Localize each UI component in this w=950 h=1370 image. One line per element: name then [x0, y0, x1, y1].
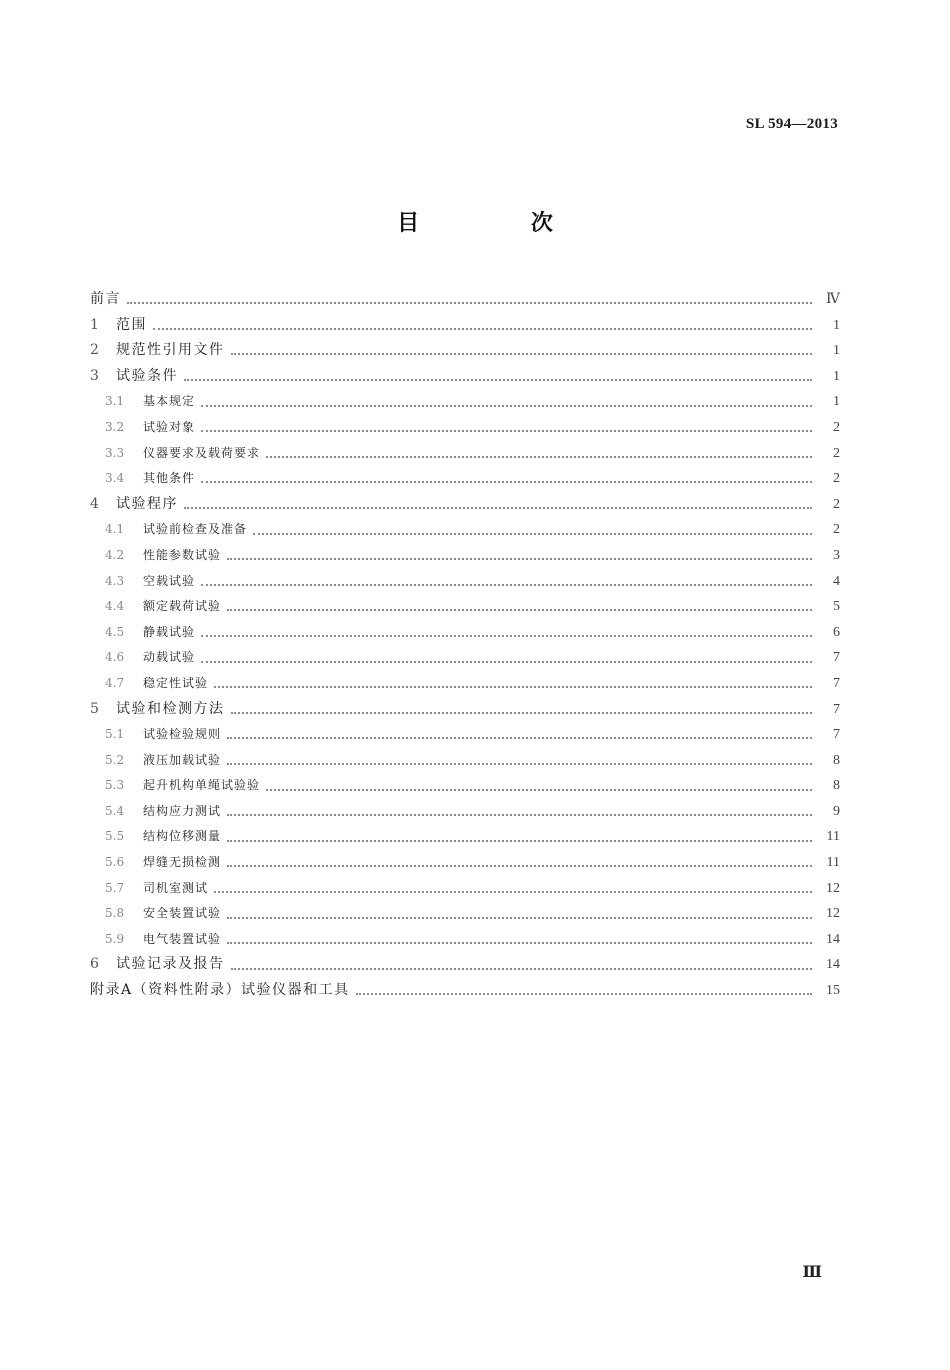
toc-entry-label: 司机室测试 — [143, 880, 209, 895]
dot-leader — [184, 506, 812, 509]
toc-entry-number: 4.1 — [105, 522, 125, 537]
toc-entry[interactable] — [90, 722, 840, 748]
dot-leader — [227, 864, 812, 867]
toc-entry[interactable] — [90, 671, 840, 697]
toc-entry-page: 5 — [833, 599, 840, 615]
toc-entry[interactable] — [90, 824, 840, 850]
toc-entry-number: 5.7 — [105, 880, 125, 895]
dot-leader — [356, 992, 812, 995]
toc-entry[interactable] — [90, 466, 840, 492]
toc-entry-number: 3.1 — [105, 394, 125, 409]
toc-entry[interactable] — [90, 645, 840, 671]
toc-entry-page: 8 — [833, 778, 840, 794]
dot-leader — [201, 660, 812, 663]
toc-entry-page: 7 — [833, 701, 840, 717]
toc-entry-page: 15 — [826, 983, 840, 999]
toc-entry-number: 4 — [90, 495, 99, 512]
dot-leader — [266, 788, 812, 791]
toc-entry-label: 试验程序 — [116, 495, 178, 512]
toc-entry[interactable] — [90, 492, 840, 518]
toc-entry-label: 仪器要求及载荷要求 — [143, 445, 261, 460]
toc-entry[interactable] — [90, 799, 840, 825]
toc-entry-label: 性能参数试验 — [143, 547, 222, 562]
dot-leader — [201, 634, 812, 637]
toc-entry-page: 1 — [833, 394, 840, 410]
dot-leader — [227, 916, 812, 919]
dot-leader — [227, 557, 812, 560]
toc-entry-number: 4.4 — [105, 599, 125, 614]
toc-entry-number: 1 — [90, 316, 99, 333]
dot-leader — [227, 762, 812, 765]
dot-leader — [214, 890, 812, 893]
toc-entry-number: 4.6 — [105, 650, 125, 665]
toc-entry-page: 9 — [833, 803, 840, 819]
toc-entry-label: 基本规定 — [143, 394, 196, 409]
toc-entry-number: 3.4 — [105, 471, 125, 486]
toc-entry-page: 11 — [826, 855, 840, 871]
toc-entry[interactable] — [90, 978, 840, 1004]
dot-leader — [227, 839, 812, 842]
dot-leader — [127, 301, 812, 304]
toc-entry-number: 4.3 — [105, 573, 125, 588]
dot-leader — [184, 378, 812, 381]
toc-entry-page: Ⅳ — [826, 292, 840, 307]
toc-entry[interactable] — [90, 850, 840, 876]
toc-entry-number: 4.7 — [105, 675, 125, 690]
toc-entry-number: 5.2 — [105, 752, 125, 767]
toc-entry[interactable] — [90, 287, 840, 313]
toc-entry-number: 5.6 — [105, 855, 125, 870]
toc-entry-number: 2 — [90, 342, 99, 359]
standard-code: SL 594—2013 — [745, 116, 838, 132]
toc-entry-page: 8 — [833, 752, 840, 768]
toc-entry[interactable] — [90, 952, 840, 978]
toc-entry-page: 12 — [826, 906, 840, 922]
toc-entry-label: 安全装置试验 — [143, 906, 222, 921]
toc-entry[interactable] — [90, 543, 840, 569]
dot-leader — [231, 711, 813, 714]
toc-entry-number: 5.4 — [105, 803, 125, 818]
toc-entry-label: 试验条件 — [116, 367, 178, 384]
toc-entry-label: 空载试验 — [143, 573, 196, 588]
toc-entry-page: 1 — [833, 343, 840, 359]
toc-entry-page: 11 — [826, 829, 840, 845]
toc-entry-page: 7 — [833, 727, 840, 743]
toc-entry-label: 液压加载试验 — [143, 752, 222, 767]
toc-entry-page: 2 — [833, 522, 840, 538]
dot-leader — [266, 455, 812, 458]
toc-entry-label: 试验对象 — [143, 419, 196, 434]
page-number: Ⅲ — [802, 1264, 822, 1281]
toc-entry[interactable] — [90, 594, 840, 620]
toc-entry-number: 5.1 — [105, 727, 125, 742]
toc-entry-number: 3 — [90, 367, 99, 384]
toc-entry-label: 附录A（资料性附录）试验仪器和工具 — [90, 982, 350, 999]
toc-entry[interactable] — [90, 748, 840, 774]
toc-entry-number: 6 — [90, 956, 99, 973]
toc-entry-page: 2 — [833, 471, 840, 487]
dot-leader — [227, 813, 812, 816]
toc-entry[interactable] — [90, 338, 840, 364]
dot-leader — [227, 608, 812, 611]
toc-entry[interactable] — [90, 569, 840, 595]
toc-entry-page: 7 — [833, 675, 840, 691]
toc-entry-page: 4 — [833, 573, 840, 589]
dot-leader — [153, 327, 812, 330]
toc-entry[interactable] — [90, 517, 840, 543]
toc-entry-label: 稳定性试验 — [143, 675, 209, 690]
toc-entry-page: 3 — [833, 547, 840, 563]
toc-entry-page: 6 — [833, 624, 840, 640]
toc-entry-page: 12 — [826, 880, 840, 896]
toc-entry-label: 规范性引用文件 — [116, 342, 225, 359]
toc-entry-label: 试验记录及报告 — [116, 956, 225, 973]
toc-entry[interactable] — [90, 313, 840, 339]
dot-leader — [201, 404, 812, 407]
toc-entry-number: 5 — [90, 700, 99, 717]
toc-entry-page: 14 — [826, 931, 840, 947]
toc-entry-label: 前言 — [90, 291, 121, 307]
dot-leader — [231, 352, 813, 355]
toc-entry[interactable] — [90, 773, 840, 799]
toc-entry-number: 3.3 — [105, 445, 125, 460]
toc-entry-label: 电气装置试验 — [143, 931, 222, 946]
dot-leader — [201, 583, 812, 586]
toc-entry-number: 5.8 — [105, 906, 125, 921]
toc-entry-label: 静载试验 — [143, 624, 196, 639]
toc-entry-page: 1 — [833, 368, 840, 384]
toc-entry-label: 范围 — [116, 316, 147, 333]
toc-entry-page: 2 — [833, 419, 840, 435]
toc-entry[interactable] — [90, 901, 840, 927]
toc-entry[interactable] — [90, 415, 840, 441]
dot-leader — [201, 429, 812, 432]
toc-entry-label: 结构位移测量 — [143, 829, 222, 844]
toc-entry-number: 5.9 — [105, 931, 125, 946]
toc-entry-label: 试验前检查及准备 — [143, 522, 248, 537]
toc-entry-number: 5.3 — [105, 778, 125, 793]
toc-entry[interactable] — [90, 876, 840, 902]
toc-entry[interactable] — [90, 364, 840, 390]
toc-entry-number: 5.5 — [105, 829, 125, 844]
toc-entry-label: 动载试验 — [143, 650, 196, 665]
toc-title: 目 次 — [397, 211, 605, 236]
toc-entry[interactable] — [90, 697, 840, 723]
toc-entry[interactable] — [90, 389, 840, 415]
toc-entry-page: 2 — [833, 496, 840, 512]
dot-leader — [231, 967, 813, 970]
dot-leader — [227, 736, 812, 739]
dot-leader — [253, 532, 812, 535]
dot-leader — [201, 480, 812, 483]
dot-leader — [214, 685, 812, 688]
toc-entry-number: 4.5 — [105, 624, 125, 639]
toc-entry-label: 焊缝无损检测 — [143, 855, 222, 870]
toc-entry[interactable] — [90, 441, 840, 467]
toc-entry-page: 2 — [833, 445, 840, 461]
toc-entry-label: 其他条件 — [143, 471, 196, 486]
toc-entry-label: 试验和检测方法 — [116, 700, 225, 717]
toc-entry-label: 额定载荷试验 — [143, 599, 222, 614]
toc-entry-number: 4.2 — [105, 547, 125, 562]
dot-leader — [227, 941, 812, 944]
toc-entry-label: 结构应力测试 — [143, 803, 222, 818]
toc-entry[interactable] — [90, 620, 840, 646]
table-of-contents — [90, 287, 840, 1004]
toc-entry-page: 14 — [826, 957, 840, 973]
toc-entry-label: 起升机构单绳试验验 — [143, 778, 261, 793]
toc-entry-page: 1 — [833, 317, 840, 333]
toc-entry[interactable] — [90, 927, 840, 953]
toc-entry-page: 7 — [833, 650, 840, 666]
toc-entry-label: 试验检验规则 — [143, 727, 222, 742]
toc-entry-number: 3.2 — [105, 419, 125, 434]
